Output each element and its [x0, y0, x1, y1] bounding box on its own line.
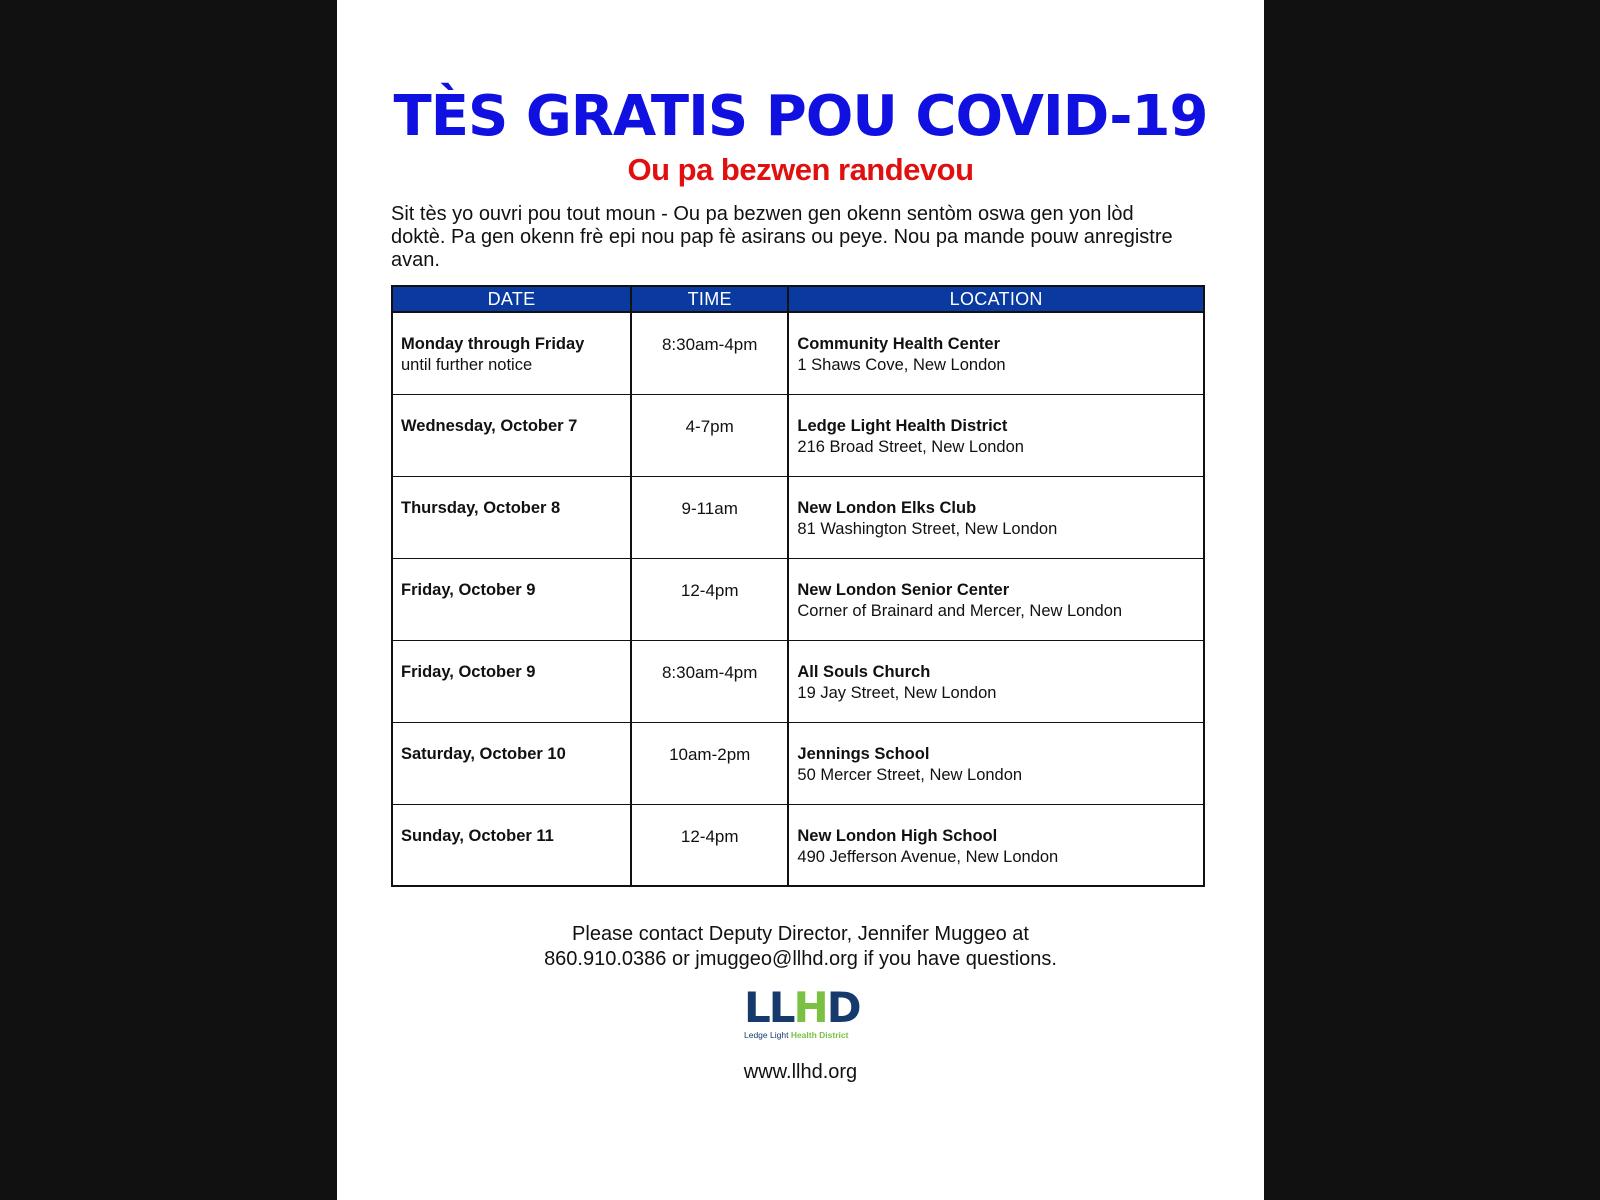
- contact-info: [337, 922, 1264, 972]
- testing-schedule-table: [391, 285, 1205, 887]
- location-address: 81 Washington Street, New London: [797, 519, 1058, 538]
- llhd-logo: [744, 983, 874, 1040]
- time-cell: 12-4pm: [631, 558, 788, 640]
- location-cell: [788, 312, 1204, 394]
- date-text: Friday, October 9: [401, 662, 536, 681]
- date-text: Saturday, October 10: [401, 744, 566, 763]
- location-address: 216 Broad Street, New London: [797, 437, 1024, 456]
- column-header-date: DATE: [392, 286, 631, 312]
- location-cell: [788, 804, 1204, 886]
- date-text: Monday through Friday: [401, 335, 585, 353]
- flyer-page: [337, 0, 1264, 1200]
- location-name: New London High School: [797, 826, 998, 845]
- date-cell: [392, 722, 631, 804]
- logo-tag-ledge-light: Ledge Light: [744, 1030, 789, 1040]
- contact-line-2: 860.910.0386 or jmuggeo@llhd.org if you have questions.: [544, 948, 1057, 970]
- date-cell: [392, 394, 631, 476]
- location-cell: [788, 476, 1204, 558]
- table-header-row: [392, 286, 1204, 312]
- location-name: Community Health Center: [797, 335, 1000, 353]
- location-cell: [788, 640, 1204, 722]
- date-cell: [392, 312, 631, 394]
- date-cell: [392, 804, 631, 886]
- date-note: until further notice: [401, 356, 533, 374]
- location-name: Jennings School: [797, 744, 930, 763]
- table-row: [392, 804, 1204, 886]
- page-subtitle: Ou pa bezwen randevou: [627, 152, 974, 187]
- time-cell: 9-11am: [631, 476, 788, 558]
- time-cell: 10am-2pm: [631, 722, 788, 804]
- time-cell: 8:30am-4pm: [631, 312, 788, 394]
- location-address: 490 Jefferson Avenue, New London: [797, 847, 1059, 866]
- table-row: [392, 722, 1204, 804]
- time-cell: 4-7pm: [631, 394, 788, 476]
- date-text: Friday, October 9: [401, 580, 536, 599]
- logo-letters: [744, 983, 874, 1032]
- date-cell: [392, 476, 631, 558]
- table-row: [392, 558, 1204, 640]
- intro-paragraph: Sit tès yo ouvri pou tout moun - Ou pa bezwen gen okenn sentòm oswa gen yon lòd doktè. Pa gen okenn frè epi nou pap fè asirans ou peye. Nou pa mande pouw anregistre avan.: [391, 203, 1173, 271]
- website-url: www.llhd.org: [743, 1061, 858, 1083]
- location-cell: [788, 722, 1204, 804]
- logo-letter-d: D: [826, 983, 860, 1032]
- date-text: Sunday, October 11: [401, 826, 554, 845]
- table-row: [392, 476, 1204, 558]
- location-cell: [788, 558, 1204, 640]
- column-header-location: LOCATION: [788, 286, 1204, 312]
- date-cell: [392, 640, 631, 722]
- location-address: 1 Shaws Cove, New London: [797, 356, 1006, 374]
- location-address: Corner of Brainard and Mercer, New London: [797, 601, 1123, 620]
- location-name: New London Senior Center: [797, 580, 1010, 599]
- date-cell: [392, 558, 631, 640]
- time-cell: 8:30am-4pm: [631, 640, 788, 722]
- location-cell: [788, 394, 1204, 476]
- column-header-time: TIME: [631, 286, 788, 312]
- logo-tag-health-district: Health District: [790, 1030, 849, 1040]
- table-row: [392, 394, 1204, 476]
- location-address: 19 Jay Street, New London: [797, 683, 997, 702]
- date-text: Wednesday, October 7: [401, 416, 578, 435]
- location-name: All Souls Church: [797, 662, 931, 681]
- date-text: Thursday, October 8: [401, 498, 561, 517]
- page-title: TÈS GRATIS POU COVID-19: [393, 84, 1208, 149]
- table-row: [392, 312, 1204, 394]
- contact-line-1: Please contact Deputy Director, Jennifer Muggeo at: [572, 923, 1029, 945]
- logo-letters-ll: LL: [744, 983, 794, 1032]
- location-name: New London Elks Club: [797, 498, 977, 517]
- location-name: Ledge Light Health District: [797, 416, 1008, 435]
- time-cell: 12-4pm: [631, 804, 788, 886]
- table-row: [392, 640, 1204, 722]
- location-address: 50 Mercer Street, New London: [797, 765, 1023, 784]
- logo-letter-h: H: [793, 983, 827, 1032]
